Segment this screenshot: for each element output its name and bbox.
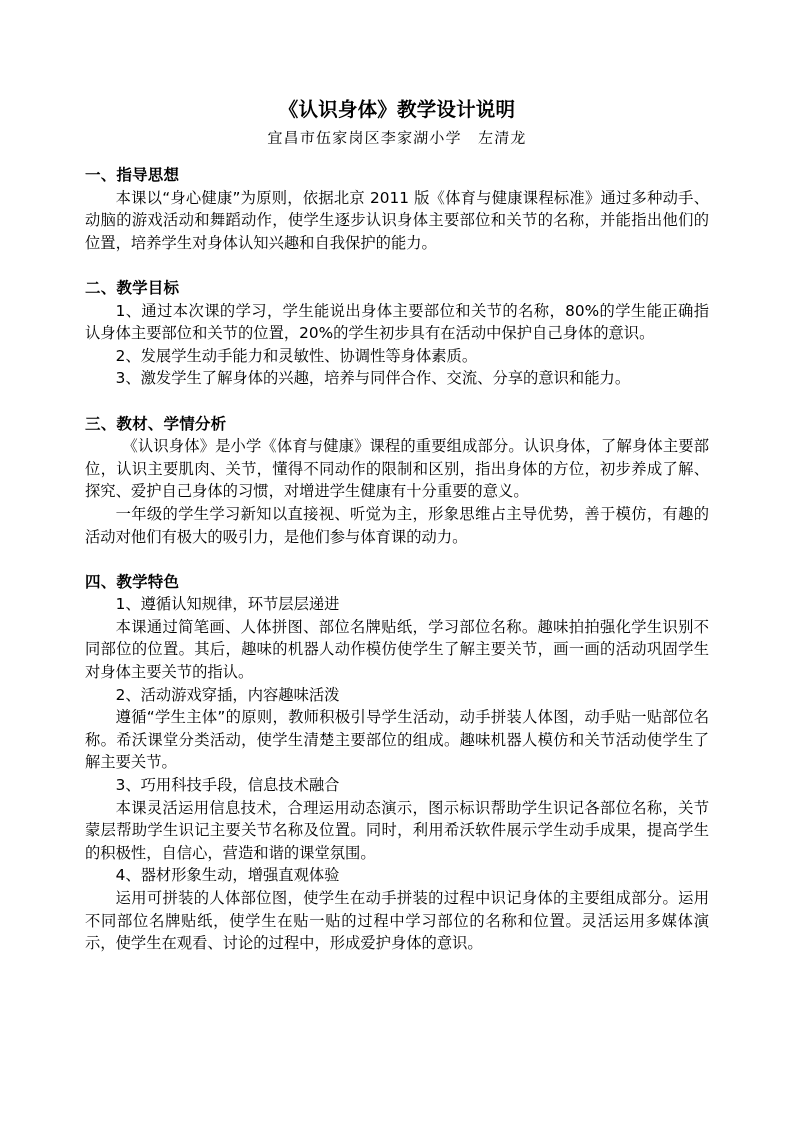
section-3-paragraph-1: 《认识身体》是小学《体育与健康》课程的重要组成部分。认识身体，了解身体主要部位，认识主要肌肉、关节，懂得不同动作的限制和区别，指出身体的方位，初步养成了解、探究、爱护自己身体的习惯，对增进学生健康有十分重要的意义。 bbox=[85, 437, 709, 501]
section-heading-3: 三、教材、学情分析 bbox=[85, 414, 227, 433]
author-byline: 宜昌市伍家岗区李家湖小学 左清龙 bbox=[267, 129, 527, 147]
section-gap-2 bbox=[85, 390, 709, 413]
section-4-paragraph-1: 1、遵循认知规律，环节层层递进 bbox=[115, 595, 340, 614]
section-4-paragraph-7: 4、器材形象生动，增强直观体验 bbox=[115, 866, 340, 885]
section-4-paragraph-3: 2、活动游戏穿插，内容趣味活泼 bbox=[115, 685, 340, 704]
section-heading-1: 一、指导思想 bbox=[85, 166, 180, 184]
section-4-paragraph-4: 遵循“学生主体”的原则，教师积极引导学生活动，动手拼装人体图，动手贴一贴部位名称。希沃课堂分类活动，使学生清楚主要部位的组成。趣味机器人模仿和关节活动使学生了解主要关节。 bbox=[85, 708, 709, 772]
section-gap-3 bbox=[85, 548, 709, 571]
section-heading-4: 四、教学特色 bbox=[85, 572, 180, 591]
section-2-paragraph-3: 3、激发学生了解身体的兴趣，培养与同伴合作、交流、分享的意识和能力。 bbox=[115, 369, 631, 388]
section-3-paragraph-2: 一年级的学生学习新知以直接视、听觉为主，形象思维占主导优势，善于模仿，有趣的活动对他们有极大的吸引力，是他们参与体育课的动力。 bbox=[85, 504, 709, 546]
section-2-paragraph-1: 1、通过本次课的学习，学生能说出身体主要部位和关节的名称，80%的学生能正确指认身体主要部位和关节的位置，20%的学生初步具有在活动中保护自己身体的意识。 bbox=[85, 301, 709, 343]
page-title: 《认识身体》教学设计说明 bbox=[278, 98, 516, 121]
section-4-paragraph-8: 运用可拼装的人体部位图，使学生在动手拼装的过程中识记身体的主要组成部分。运用不同部位名牌贴纸，使学生在贴一贴的过程中学习部位的名称和位置。灵活运用多媒体演示，使学生在观看、讨论的过程中，形成爱护身体的意识。 bbox=[85, 889, 709, 953]
document-content bbox=[85, 96, 709, 955]
section-heading-2: 二、教学目标 bbox=[85, 278, 180, 297]
section-2-paragraph-2: 2、发展学生动手能力和灵敏性、协调性等身体素质。 bbox=[115, 346, 478, 365]
title-gap bbox=[85, 153, 709, 164]
section-4-paragraph-6: 本课灵活运用信息技术，合理运用动态演示，图示标识帮助学生识记各部位名称，关节蒙层帮助学生识记主要关节名称及位置。同时，利用希沃软件展示学生动手成果，提高学生的积极性，自信心，营造和谐的课堂氛围。 bbox=[85, 798, 709, 862]
section-4-paragraph-5: 3、巧用科技手段，信息技术融合 bbox=[115, 776, 340, 795]
section-4-paragraph-2: 本课通过简笔画、人体拼图、部位名牌贴纸，学习部位名称。趣味拍拍强化学生识别不同部位的位置。其后，趣味的机器人动作模仿使学生了解主要关节，画一画的活动巩固学生对身体主要关节的指认。 bbox=[85, 617, 709, 682]
section-gap-1 bbox=[85, 254, 709, 277]
section-1-paragraph-1: 本课以“身心健康”为原则，依据北京 2011 版《体育与健康课程标准》通过多种动手、动脑的游戏活动和舞蹈动作，使学生逐步认识身体主要部位和关节的名称，并能指出他们的位置，培养学生对身体认知兴趣和自我保护的能力。 bbox=[85, 188, 709, 252]
